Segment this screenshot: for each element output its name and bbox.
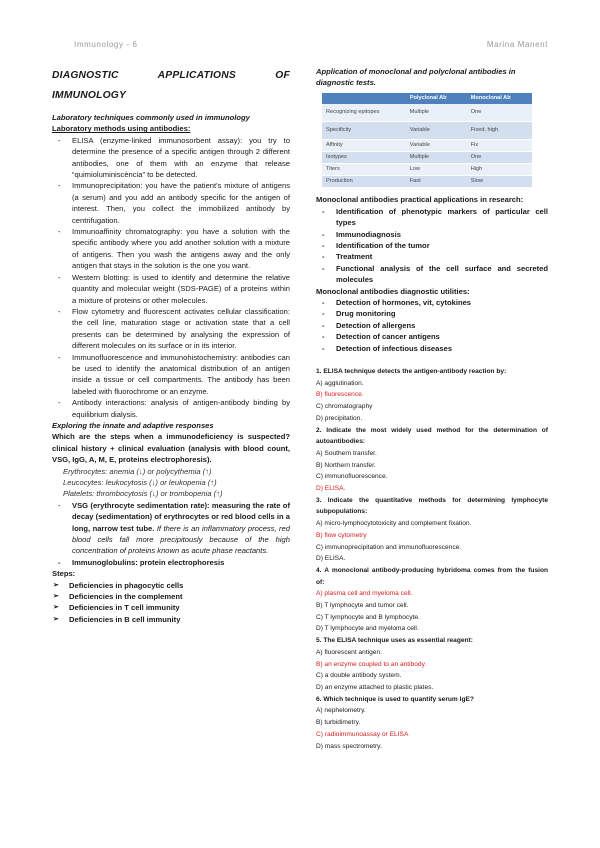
table-cell: Recognizing epitopes (322, 104, 406, 122)
quiz-option: D) mass spectrometry. (316, 742, 382, 750)
step-item: ➢ Deficiencies in T cell immunity (52, 602, 290, 613)
list-item: - Functional analysis of the cell surface and secreted molecules (316, 263, 548, 286)
mono-research-heading: Monoclonal antibodies practical applications in research: (316, 195, 524, 205)
method-elisa: - ELISA (enzyme-linked immunosorbent assay): you try to determine the presence of a specific antigen through 2 different antibodies, one of them with an enzyme that release “quimioluminiscència” to be detected. (52, 135, 290, 181)
table-cell: Affinity (322, 140, 406, 152)
left-column (52, 66, 290, 625)
lab-techniques-heading: Laboratory techniques commonly used in immunology (52, 113, 250, 122)
quiz-question: 2. Indicate the most widely used method for the determination of autoantibodies: (316, 426, 548, 446)
quiz-option: B) turbidimetry. (316, 719, 361, 727)
list-item: - Detection of infectious diseases (316, 343, 548, 354)
methods-list (52, 135, 290, 420)
vsg-term: VSG (erythrocyte sedimentation rate): (72, 500, 210, 510)
table-cell: Isotypes (322, 152, 406, 164)
step-item: ➢ Deficiencies in the complement (52, 591, 290, 602)
antibodies-table-title: Application of monoclonal and polyclonal antibodies in diagnostic tests. (316, 67, 516, 88)
quiz-question: 6. Which technique is used to quantify serum IgE? (316, 695, 474, 703)
symptom-platelets: Platelets: thrombocytosis (↓) or trombopenia (↑) (63, 489, 223, 499)
table-header-cell: Polyclonal Ab (406, 93, 467, 104)
immunoglobulins-item: - Immunoglobulins: protein electrophoresis (52, 557, 290, 568)
step-item: ➢ Deficiencies in B cell immunity (52, 614, 290, 625)
vsg-list (52, 500, 290, 568)
table-cell: Variable (406, 140, 467, 152)
table-cell: Variable (406, 122, 467, 140)
quiz-answer-correct: B) fluorescence. (316, 391, 364, 399)
list-item: - Detection of hormones, vit, cytokines (316, 297, 548, 308)
table-row (322, 176, 532, 188)
quiz-option: D) T lymphocyte and myeloma cell. (316, 625, 419, 633)
right-column (316, 66, 548, 752)
table-row (322, 152, 532, 164)
table-cell: One (467, 152, 532, 164)
table-header-cell (322, 93, 406, 104)
table-row (322, 164, 532, 176)
vsg-text: measuring the rate of decay (sedimentation) of erythrocytes or red blood cells in a long, narrow test tube. (72, 500, 290, 533)
table-cell: High (467, 164, 532, 176)
quiz-option: C) chromatography (316, 403, 373, 411)
steps-heading: Steps: (52, 569, 76, 579)
header-left: Immunology - 6 (74, 40, 138, 49)
list-item: - Detection of cancer antigens (316, 331, 548, 342)
list-item: - Treatment (316, 251, 548, 262)
quiz-option: D) an enzyme attached to plastic plates. (316, 683, 434, 691)
quiz-option: D) ELISA. (316, 555, 346, 563)
method-antibody-interactions: - Antibody interactions: analysis of antigen-antibody binding by equilibrium dialysis. (52, 397, 290, 420)
list-item: - Drug monitoring (316, 308, 548, 319)
header-right: Marina Manent (486, 40, 548, 49)
quiz-answer-correct: D) ELISA. (316, 485, 346, 493)
method-immunoaffinity: - Immunoaffinity chromatography: you have a solution with the specific antibody where you add another solution with a mixture of antigens. Then you wash the antigens away and the only antigen that stays in the solution is the one you want. (52, 226, 290, 272)
table-cell: Multiple (406, 104, 467, 122)
quiz-question: 5. The ELISA technique uses as essential reagent: (316, 637, 473, 645)
quiz-option: C) immunoprecipitation and immunofluorescence. (316, 543, 462, 551)
antibodies-comparison-table (322, 93, 532, 189)
explore-heading: Exploring the innate and adaptive responses (52, 420, 214, 430)
quiz-option: A) micro-lymphocytotoxicity and complement fixation. (316, 520, 472, 528)
step-item: ➢ Deficiencies in phagocytic cells (52, 580, 290, 591)
steps-list (52, 580, 290, 626)
list-item: - Detection of allergens (316, 320, 548, 331)
quiz-option: A) fluorescent antigen. (316, 648, 382, 656)
symptom-erythrocytes: Erythrocytes: anemia (↓) or polycythemia (↑) (63, 466, 212, 476)
quiz-option: C) a double antibody system. (316, 672, 402, 680)
mono-research-list (316, 206, 548, 286)
mono-diag-heading: Monoclonal antibodies diagnostic utilities: (316, 286, 470, 296)
explore-text: Which are the steps when a immunodeficiency is suspected? clinical history + clinical evaluation (analysis with blood count, VSG, IgG, A, M, E, proteins electrophoresis). (52, 432, 290, 465)
method-immunoprecipitation: - Immunoprecipitation: you have the patient's mixture of antigens (a serum) and you add an antibody specific for the antigen of interest. Then, you collect the immobilized antibody by centrifugation. (52, 180, 290, 226)
quiz-option: C) immunofluorescence. (316, 473, 388, 481)
table-header-cell: Monoclonal Ab (467, 93, 532, 104)
table-header-row (322, 93, 532, 104)
vsg-italic: If there is an inflammatory process, red blood cells fall more precipitously because of the high concentration of proteins known as acute phase reactants. (72, 523, 290, 556)
table-row (322, 140, 532, 152)
method-immunofluorescence: - Immunofluorescence and immunohistochemistry: antibodies can be used to identify the anatomical distribution of an antigen inside a tissue or cell compartments. The antibody has been labeled with fluorochrome or an enzyme. (52, 352, 290, 398)
quiz-option: B) Northern transfer. (316, 461, 376, 469)
table-cell: Low (406, 164, 467, 176)
quiz-answer-correct: B) flow cytometry (316, 531, 367, 539)
quiz-answer-correct: B) an enzyme coupled to an antibody. (316, 660, 427, 668)
table-cell: Slow (467, 176, 532, 188)
table-cell: Specificity (322, 122, 406, 140)
symptom-leucocytes: Leucocytes: leukocytosis (↓) or leukopenia (↑) (63, 478, 217, 487)
page-title: DIAGNOSTIC APPLICATIONS OF IMMUNOLOGY (52, 70, 290, 101)
list-item: - Identification of the tumor (316, 240, 548, 251)
table-cell: One (467, 104, 532, 122)
lab-methods-heading: Laboratory methods using antibodies: (52, 124, 191, 134)
quiz-section (316, 366, 548, 752)
method-western-blotting: - Western blotting: is used to identify and determine the relative quantity and molecular weight (SDS-PAGE) of a proteins within a mixture of proteins or other molecules. (52, 272, 290, 306)
vsg-item (52, 500, 290, 557)
table-cell: Fix (467, 140, 532, 152)
table-row (322, 122, 532, 140)
quiz-option: A) agglutination. (316, 379, 364, 387)
quiz-option: A) Southern transfer. (316, 449, 377, 457)
table-cell: Fixed, high (467, 122, 532, 140)
quiz-option: D) precipitation. (316, 414, 363, 422)
table-cell: Fast (406, 176, 467, 188)
quiz-question: 4. A monoclonal antibody-producing hybridoma comes from the fusion of: (316, 566, 548, 586)
mono-diag-list (316, 297, 548, 354)
table-cell: Production (322, 176, 406, 188)
table-row (322, 104, 532, 122)
table-cell: Multiple (406, 152, 467, 164)
method-flow-cytometry: - Flow cytometry and fluorescent activates cellular classification: the cell line, maturation stage or activation state that a cell presents can be determined by analysing the expression of different molecules on its surface or in its interior. (52, 306, 290, 352)
table-cell: Titers (322, 164, 406, 176)
quiz-answer-correct: C) radioimmunoassay or ELISA (316, 730, 409, 738)
quiz-option: A) nephelometry. (316, 707, 366, 715)
list-item: - Immunodiagnosis (316, 229, 548, 240)
quiz-option: B) T lymphocyte and tumor cell. (316, 602, 409, 610)
quiz-answer-correct: A) plasma cell and myeloma cell. (316, 590, 413, 598)
quiz-question: 3. Indicate the quantitative methods for determining lymphocyte subpopulations: (316, 496, 548, 516)
list-item: - Identification of phenotypic markers of particular cell types (316, 206, 548, 229)
quiz-question: 1. ELISA technique detects the antigen-antibody reaction by: (316, 368, 507, 375)
quiz-option: C) T lymphocyte and B lymphocyte. (316, 613, 420, 621)
